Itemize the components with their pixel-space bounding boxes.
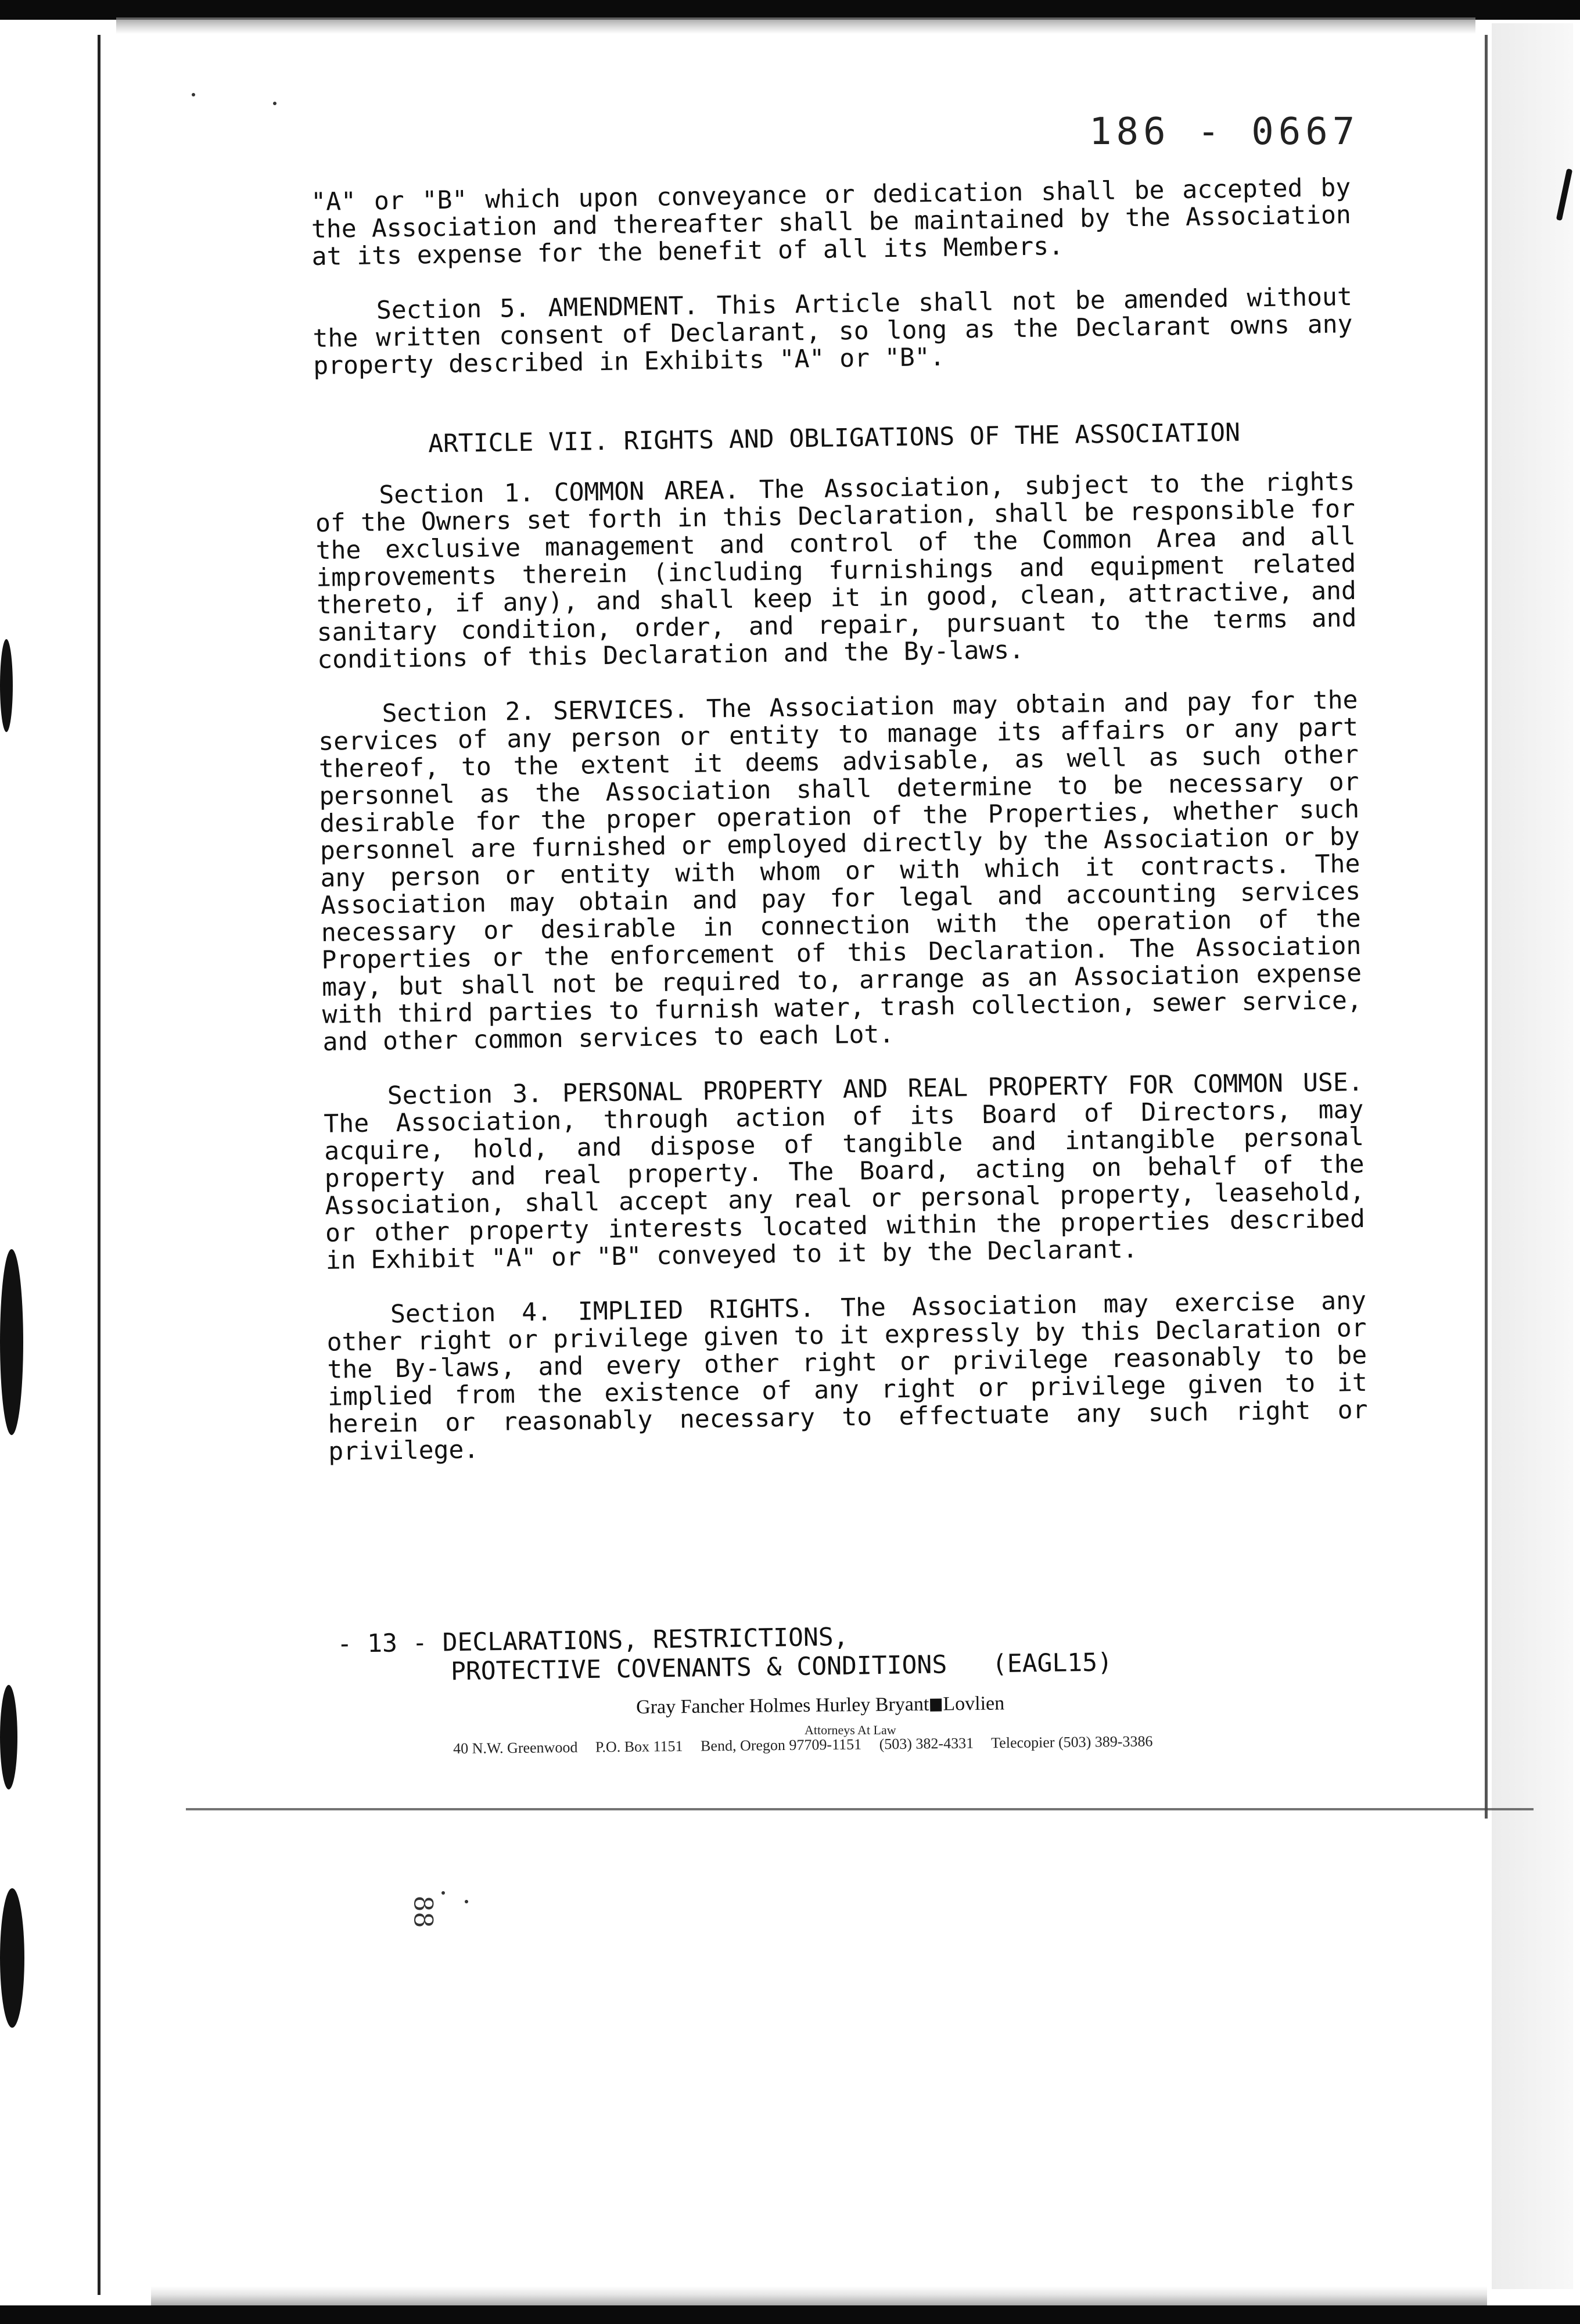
section-5-amendment: Section 5. AMENDMENT. This Article shall not be amended without the written consent of Declarant, so long as the Declarant owns any property described in Exhibits "A" or "B". (313, 282, 1353, 381)
footer-doc-code: (EAGL15) (992, 1648, 1113, 1679)
scan-right-margin (1492, 23, 1573, 2289)
section-3-property: Section 3. PERSONAL PROPERTY AND REAL PROPERTY FOR COMMON USE. The Association, through action of its Board of Directors, may acquire, hold, and dispose of tangible and intangible personal property and real property. The Board, acting on behalf of the Association, shall accept any real or personal property, leasehold, or other property interests located within the properties described in Exhibit "A" or "B" conveyed to it by the Declarant. (324, 1067, 1366, 1275)
scan-right-margin-line (1485, 35, 1488, 1819)
scan-bottom-smudge (151, 2286, 1487, 2306)
firm-address (453, 1733, 1167, 1758)
speck (441, 1891, 445, 1895)
ink-blot (0, 639, 13, 732)
section-2-services: Section 2. SERVICES. The Association may obtain and pay for the services of any person or entity to manage its affairs or any part thereof, to the extent it deems advisable, as well as such other personnel as the Association shall determine to be necessary or desirable for the proper operation of the Properties, whether such personnel are furnished or employed directly by the Association or by any person or entity with whom or with which it contracts. The Association may obtain and pay for legal and accounting services necessary or desirable in connection with the operation of the Properties or the enforcement of this Declaration. The Association may, but shall not be required to, arrange as an Association expense with third parties to furnish water, trash collection, sewer service, and other common services to each Lot. (318, 685, 1363, 1057)
address-street: 40 N.W. Greenwood (453, 1738, 578, 1757)
article-vii-title: ARTICLE VII. RIGHTS AND OBLIGATIONS OF THE ASSOCIATION (428, 418, 1241, 459)
address-telecopier: Telecopier (503) 389-3386 (990, 1733, 1153, 1752)
ink-blot (0, 1685, 17, 1789)
continuation-paragraph: "A" or "B" which upon conveyance or dedication shall be accepted by the Association and thereafter shall be maintained by the Association at its expense for the benefit of all its Members. (310, 173, 1352, 271)
scan-left-margin-line (98, 35, 100, 2295)
page-bottom-edge (186, 1808, 1534, 1810)
address-city: Bend, Oregon 97709-1151 (700, 1735, 862, 1755)
document-body (311, 174, 1369, 1493)
law-firm-name (636, 1692, 1004, 1719)
speck (192, 93, 195, 96)
footer-title-line2: PROTECTIVE COVENANTS & CONDITIONS (450, 1650, 947, 1687)
footer-title-line1: DECLARATIONS, RESTRICTIONS, (442, 1622, 849, 1658)
document-footer (337, 1616, 1325, 1688)
section-1-common-area: Section 1. COMMON AREA. The Association, subject to the rights of the Owners set forth in this Declaration, shall be responsible for the exclusive management and control of the Common Area and all improvements therein (including furnishings and equipment related thereto, if any), and shall keep it in good, clean, attractive, and sanitary condition, order, and repair, pursuant to the terms and conditions of this Declaration and the By-laws. (315, 467, 1357, 675)
stray-mark: 88 (408, 1895, 438, 1928)
address-po-box: P.O. Box 1151 (595, 1737, 683, 1756)
firm-name-part2: Lovlien (943, 1692, 1005, 1715)
scan-bottom-edge (0, 2305, 1580, 2324)
scan-top-smudge (116, 17, 1475, 34)
scan-top-edge (0, 0, 1580, 20)
page-number: 186 - 0667 (1089, 110, 1360, 153)
speck (465, 1900, 468, 1903)
firm-separator-square (930, 1698, 942, 1711)
ink-blot (0, 1888, 24, 2028)
firm-subtitle: Attorneys At Law (805, 1723, 896, 1737)
footer-page-marker: - 13 - (337, 1628, 428, 1659)
firm-name-part1: Gray Fancher Holmes Hurley Bryant (636, 1693, 929, 1718)
ink-blot (0, 1249, 23, 1435)
address-phone: (503) 382-4331 (879, 1734, 974, 1753)
section-4-implied-rights: Section 4. IMPLIED RIGHTS. The Association may exercise any other right or privilege given to it expressly by this Declaration or the By-laws, and every other right or privilege reasonably to be implied from the existence of any right or privilege given to it herein or reasonably necessary to effectuate any such right or privilege. (326, 1286, 1368, 1466)
speck (273, 102, 276, 105)
